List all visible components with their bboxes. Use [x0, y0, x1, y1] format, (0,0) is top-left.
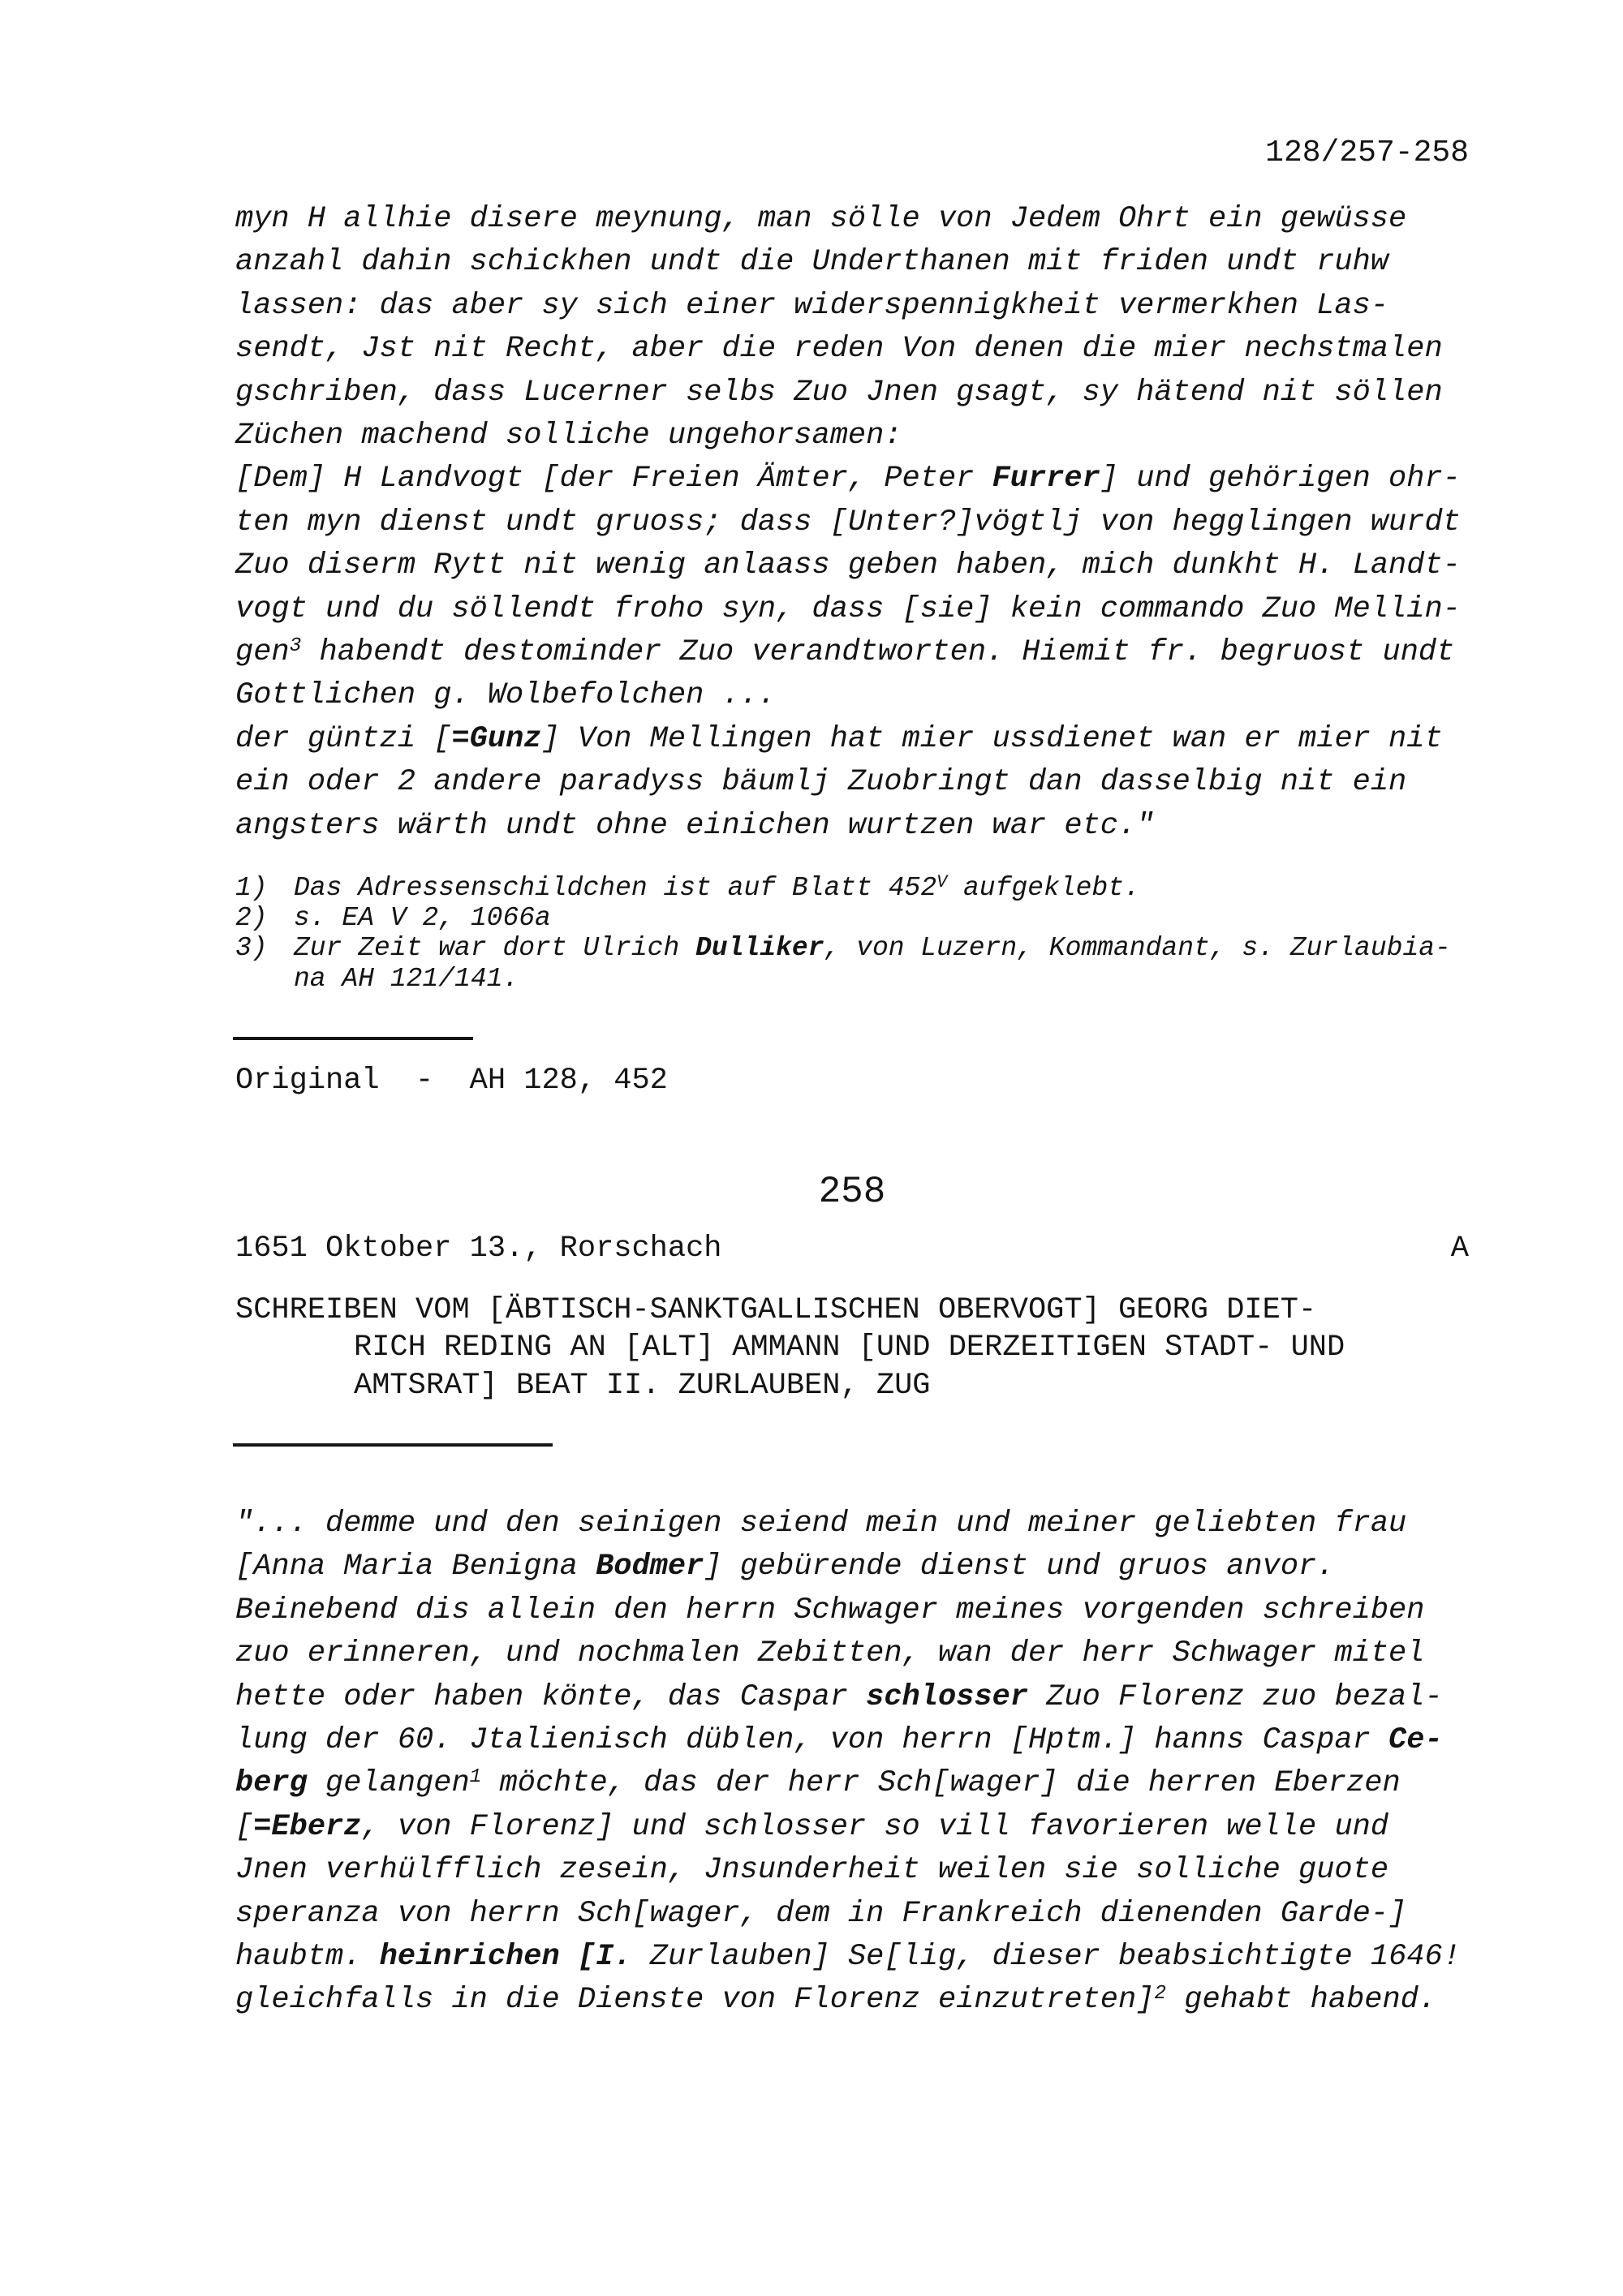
doc258-siglum: A [1450, 1232, 1469, 1266]
text-segment: Das Adressenschildchen ist auf Blatt 452 [294, 873, 937, 903]
text-segment: [Anna Maria Benigna [235, 1550, 596, 1584]
doc257-source-line: Original - AH 128, 452 [235, 1064, 668, 1098]
bold-name: Ce- [1388, 1723, 1443, 1758]
text-line: lassen: das aber sy sich einer widerspennigkheit vermerkhen Las- [235, 288, 1389, 323]
text-segment: , von Florenz] und schlosser so vill favorieren welle und [361, 1809, 1389, 1844]
text-line: ein oder 2 andere paradyss bäumlj Zuobringt dan dasselbig nit ein [235, 765, 1407, 800]
text-line: anzahl dahin schickhen undt die Underthanen mit friden undt ruhw [235, 245, 1389, 280]
text-line: sendt, Jst nit Recht, aber die reden Von denen die mier nechstmalen [235, 332, 1443, 367]
footnote-text [294, 903, 551, 933]
text-line: speranza von herrn Sch[wager, dem in Frankreich dienenden Garde-] [235, 1896, 1407, 1931]
text-line [235, 1979, 1461, 2022]
text-line [235, 1806, 1461, 1849]
text-line [235, 1546, 1461, 1589]
footnote-number: 3) [235, 933, 268, 964]
footnote-text [294, 933, 1451, 993]
text-line: vogt und du söllendt froho syn, dass [sie] kein commando Zuo Mellin- [235, 591, 1461, 626]
bold-name: berg [235, 1766, 308, 1801]
text-segment: lung der 60. Jtalienisch düblen, von herrn [Hptm.] hanns Caspar [235, 1723, 1389, 1758]
bold-name: heinrichen [379, 1940, 560, 1975]
footnote-line: s. EA V 2, 1066a [294, 903, 551, 934]
superscript-footnote-mark: 1 [469, 1766, 482, 1789]
text-segment: gen [235, 635, 290, 670]
text-line: myn H allhie disere meynung, man sölle von Jedem Ohrt ein gewüsse [235, 202, 1407, 236]
text-segment: ] und gehörigen ohr- [1100, 462, 1461, 497]
text-line: Zuo diserm Rytt nit wenig anlaass geben haben, mich dunkht H. Landt- [235, 548, 1461, 583]
text-line [235, 1719, 1461, 1762]
text-line: zuo erinneren, und nochmalen Zebitten, wan der herr Schwager mitel [235, 1636, 1425, 1671]
text-segment: ] Von Mellingen hat mier ussdienet wan er mier nit [541, 721, 1443, 756]
text-line [235, 1936, 1461, 1979]
footnote [235, 903, 1451, 933]
text-segment: gelangen [307, 1766, 470, 1801]
footnote-line [294, 933, 1451, 963]
text-line: Züchen machend solliche ungehorsamen: [235, 419, 902, 454]
bold-name: [I. [577, 1940, 632, 1975]
text-segment [560, 1940, 578, 1974]
bold-name: =Gunz [451, 721, 542, 756]
text-segment: hette oder haben könte, das Caspar [235, 1679, 867, 1714]
regest-title-line: RICH REDING AN [ALT] AMMANN [UND DERZEITIGEN STADT- UND [354, 1331, 1345, 1365]
doc258-date-row [235, 1228, 1469, 1271]
doc257-footnotes [235, 873, 1451, 994]
bold-name: =Eberz [253, 1809, 362, 1844]
text-segment: Zur Zeit war dort Ulrich [294, 933, 696, 964]
text-segment: möchte, das der herr Sch[wager] die herren Eberzen [481, 1766, 1401, 1801]
text-line: Beinebend dis allein den herrn Schwager meines vorgenden schreiben [235, 1593, 1425, 1627]
divider-rule [233, 1037, 473, 1040]
doc258-letter-text [235, 1503, 1461, 2023]
text-line: Gottlichen g. Wolbefolchen ... [235, 678, 777, 713]
page-header-number: 128/257-258 [1265, 135, 1469, 170]
divider-rule [233, 1443, 553, 1447]
text-line: angsters wärth undt ohne einichen wurtzen war etc." [235, 808, 1155, 843]
text-line [235, 718, 1461, 761]
text-segment: Zuo Florenz zuo bezal- [1027, 1679, 1443, 1714]
text-line: Jnen verhülfflich zesein, Jnsunderheit weilen sie solliche guote [235, 1853, 1389, 1888]
text-line: gschriben, dass Lucerner selbs Zuo Jnen gsagt, sy hätend nit söllen [235, 375, 1443, 410]
footnote [235, 873, 1451, 903]
text-line [235, 1676, 1461, 1719]
regest-title-line: AMTSRAT] BEAT II. ZURLAUBEN, ZUG [354, 1368, 931, 1403]
text-segment: , von Luzern, Kommandant, s. Zurlaubia- [824, 933, 1451, 964]
footnote-line [294, 873, 1140, 903]
bold-name: Bodmer [596, 1550, 704, 1584]
footnote [235, 933, 1451, 993]
text-line [235, 631, 1461, 674]
footnote-number: 1) [235, 873, 268, 903]
regest-title-line: SCHREIBEN VOM [ÄBTISCH-SANKTGALLISCHEN OBERVOGT] GEORG DIET- [235, 1293, 1317, 1327]
bold-name: schlosser [866, 1679, 1028, 1714]
doc258-date-place: 1651 Oktober 13., Rorschach [235, 1232, 722, 1266]
text-segment: Zurlauben] Se[lig, dieser beabsichtigte 1646! [631, 1940, 1461, 1975]
doc258-number-heading: 258 [818, 1171, 886, 1213]
text-segment: [Dem] H Landvogt [der Freien Ämter, Peter [235, 462, 992, 497]
doc257-letter-text [235, 198, 1461, 848]
text-segment: ] gebürende dienst und gruos anvor. [704, 1550, 1335, 1584]
bold-name: Furrer [992, 462, 1100, 497]
doc258-regest-title [235, 1292, 1345, 1404]
text-line [235, 458, 1461, 501]
footnote-number: 2) [235, 903, 268, 934]
text-segment: habendt destominder Zuo verandtworten. Hiemit fr. begruost undt [301, 635, 1455, 670]
superscript-footnote-mark: 2 [1154, 1983, 1167, 2006]
text-segment: [ [235, 1809, 254, 1844]
footnote-line: na AH 121/141. [294, 963, 519, 994]
text-line: "... demme und den seinigen seiend mein und meiner geliebten frau [235, 1507, 1407, 1541]
text-segment: gleichfalls in die Dienste von Florenz einzutreten] [235, 1983, 1155, 2018]
superscript-footnote-mark: V [936, 872, 948, 893]
text-segment: gehabt habend. [1166, 1983, 1437, 2018]
text-line [235, 1762, 1461, 1805]
text-segment: haubtm. [235, 1940, 380, 1975]
footnote-text [294, 873, 1140, 903]
text-segment: aufgeklebt. [947, 873, 1140, 903]
superscript-footnote-mark: 3 [289, 635, 302, 658]
bold-name: Dulliker [695, 933, 824, 964]
text-line: ten myn dienst undt gruoss; dass [Unter?]vögtlj von hegglingen wurdt [235, 505, 1461, 540]
text-segment: der güntzi [ [235, 721, 452, 756]
